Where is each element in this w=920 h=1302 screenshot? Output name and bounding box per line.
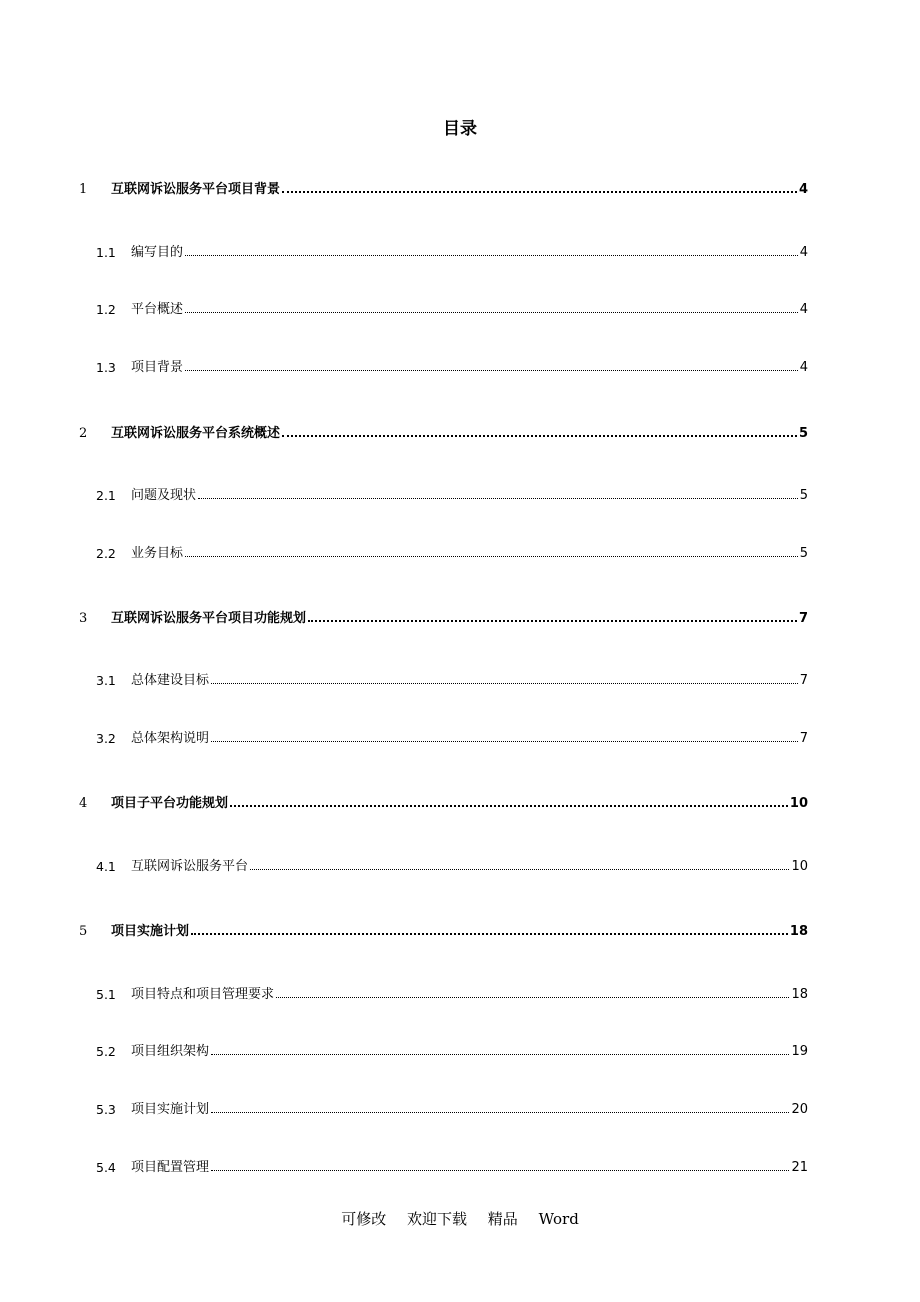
- toc-entry-label: 互联网诉讼服务平台项目背景: [111, 182, 281, 197]
- toc-entry-body: [131, 669, 808, 688]
- toc-entry-label: 总体建设目标: [131, 673, 210, 688]
- toc-dot-leader: [230, 805, 788, 807]
- toc-entry-number: 1.1: [96, 245, 116, 260]
- toc-section-entry[interactable]: [0, 483, 920, 503]
- toc-entry-number: 4: [79, 796, 88, 811]
- toc-section-entry[interactable]: [0, 726, 920, 746]
- toc-entry-number: 3.1: [96, 673, 116, 688]
- toc-dot-leader: [250, 869, 789, 870]
- toc-entry-number: 1.2: [96, 302, 116, 317]
- toc-section-entry[interactable]: [0, 541, 920, 561]
- toc-dot-leader: [211, 683, 798, 684]
- toc-dot-leader: [211, 1170, 789, 1171]
- toc-entry-body: [131, 241, 808, 260]
- toc-entry-body: [131, 1156, 808, 1175]
- toc-entry-page-number: 4: [799, 245, 808, 260]
- toc-entry-body: [111, 607, 808, 626]
- toc-section-entry[interactable]: [0, 1155, 920, 1175]
- toc-entry-page-number: 18: [789, 924, 808, 939]
- toc-entry-number: 5: [79, 924, 88, 939]
- toc-entry-number: 2.2: [96, 546, 116, 561]
- toc-entry-body: [111, 178, 808, 197]
- toc-entry-label: 项目背景: [131, 360, 184, 375]
- toc-chapter-entry[interactable]: [0, 919, 920, 939]
- toc-dot-leader: [276, 997, 789, 998]
- footer-text-quality: 精品: [487, 1210, 518, 1228]
- toc-entry-page-number: 10: [791, 859, 808, 874]
- toc-entry-number: 2.1: [96, 488, 116, 503]
- toc-entry-number: 2: [79, 426, 88, 441]
- toc-entry-label: 项目特点和项目管理要求: [131, 987, 275, 1002]
- toc-entry-label: 问题及现状: [131, 488, 197, 503]
- toc-entry-body: [111, 422, 808, 441]
- toc-entry-page-number: 4: [799, 302, 808, 317]
- toc-entry-page-number: 18: [791, 987, 808, 1002]
- toc-entry-label: 编写目的: [131, 245, 184, 260]
- toc-section-entry[interactable]: [0, 982, 920, 1002]
- toc-entry-label: 项目组织架构: [131, 1044, 210, 1059]
- toc-entry-body: [111, 792, 808, 811]
- toc-entry-label: 互联网诉讼服务平台系统概述: [111, 426, 281, 441]
- toc-section-entry[interactable]: [0, 355, 920, 375]
- toc-entry-page-number: 7: [799, 673, 808, 688]
- toc-dot-leader: [185, 312, 798, 313]
- toc-section-entry[interactable]: [0, 1097, 920, 1117]
- toc-entry-page-number: 19: [791, 1044, 808, 1059]
- toc-section-entry[interactable]: [0, 668, 920, 688]
- toc-entry-body: [131, 356, 808, 375]
- toc-chapter-entry[interactable]: [0, 421, 920, 441]
- toc-entry-page-number: 21: [791, 1160, 808, 1175]
- footer-text-editable: 可修改: [341, 1210, 387, 1228]
- toc-section-entry[interactable]: [0, 240, 920, 260]
- toc-dot-leader: [282, 191, 797, 193]
- toc-entry-page-number: 5: [799, 488, 808, 503]
- footer-text-download: 欢迎下载: [407, 1210, 468, 1228]
- toc-entry-page-number: 5: [799, 546, 808, 561]
- toc-entry-body: [131, 727, 808, 746]
- toc-dot-leader: [191, 933, 788, 935]
- toc-entry-number: 5.3: [96, 1102, 116, 1117]
- toc-dot-leader: [211, 741, 798, 742]
- toc-dot-leader: [185, 370, 798, 371]
- toc-entry-number: 5.2: [96, 1044, 116, 1059]
- toc-entry-label: 业务目标: [131, 546, 184, 561]
- toc-entry-body: [131, 855, 808, 874]
- footer-text-format: Word: [538, 1210, 579, 1228]
- toc-entry-body: [131, 1040, 808, 1059]
- toc-dot-leader: [185, 255, 798, 256]
- toc-dot-leader: [308, 620, 797, 622]
- toc-entry-label: 项目实施计划: [111, 924, 190, 939]
- toc-dot-leader: [198, 498, 798, 499]
- toc-dot-leader: [211, 1054, 789, 1055]
- toc-entry-label: 项目子平台功能规划: [111, 796, 229, 811]
- toc-entry-number: 1.3: [96, 360, 116, 375]
- toc-entry-number: 5.1: [96, 987, 116, 1002]
- toc-entry-page-number: 4: [798, 182, 808, 197]
- toc-entry-body: [111, 920, 808, 939]
- toc-entry-page-number: 4: [799, 360, 808, 375]
- toc-entry-body: [131, 484, 808, 503]
- toc-entry-label: 项目配置管理: [131, 1160, 210, 1175]
- toc-entry-page-number: 7: [798, 611, 808, 626]
- toc-entry-page-number: 5: [798, 426, 808, 441]
- toc-dot-leader: [211, 1112, 789, 1113]
- toc-entry-body: [131, 1098, 808, 1117]
- toc-chapter-entry[interactable]: [0, 177, 920, 197]
- toc-dot-leader: [185, 556, 798, 557]
- toc-entry-body: [131, 298, 808, 317]
- toc-chapter-entry[interactable]: [0, 791, 920, 811]
- toc-entry-label: 平台概述: [131, 302, 184, 317]
- toc-entry-label: 项目实施计划: [131, 1102, 210, 1117]
- toc-entry-body: [131, 983, 808, 1002]
- toc-entry-page-number: 20: [791, 1102, 808, 1117]
- toc-section-entry[interactable]: [0, 297, 920, 317]
- toc-entry-number: 4.1: [96, 859, 116, 874]
- toc-dot-leader: [282, 435, 797, 437]
- toc-entry-number: 3: [79, 611, 88, 626]
- page-footer: [0, 1208, 920, 1229]
- toc-section-entry[interactable]: [0, 854, 920, 874]
- document-title: 目录: [443, 119, 477, 139]
- toc-chapter-entry[interactable]: [0, 606, 920, 626]
- toc-entry-label: 互联网诉讼服务平台项目功能规划: [111, 611, 307, 626]
- toc-entry-number: 5.4: [96, 1160, 116, 1175]
- toc-section-entry[interactable]: [0, 1039, 920, 1059]
- toc-entry-number: 1: [79, 182, 88, 197]
- toc-entry-page-number: 7: [799, 731, 808, 746]
- toc-entry-label: 总体架构说明: [131, 731, 210, 746]
- toc-entry-page-number: 10: [789, 796, 808, 811]
- toc-entry-label: 互联网诉讼服务平台: [131, 859, 249, 874]
- toc-entry-body: [131, 542, 808, 561]
- toc-entry-number: 3.2: [96, 731, 116, 746]
